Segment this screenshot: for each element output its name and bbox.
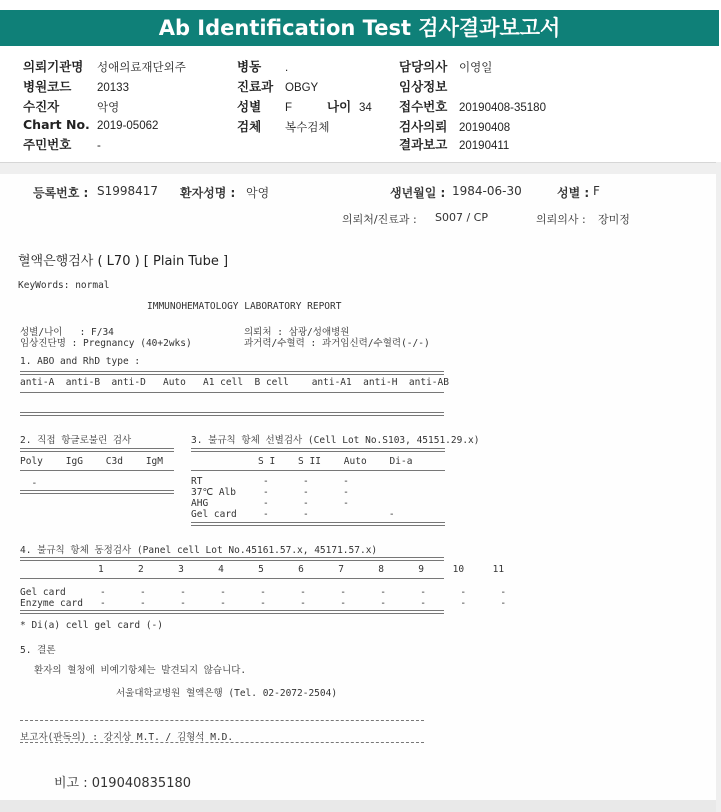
- hospital-code-value: 20133: [97, 82, 129, 94]
- dob-label: 생년월일 :: [390, 186, 446, 200]
- section-4-title: 4. 불규칙 항체 동정검사 (Panel cell Lot No.45161.57.x, 45171.57.x): [20, 545, 378, 556]
- receipt-no-row: 접수번호 20190408-35180: [399, 99, 546, 114]
- screen-row-label: Gel card: [191, 509, 237, 520]
- title-bar: [0, 0, 721, 46]
- req-dept-label: 의뢰처/진료과 :: [342, 213, 417, 226]
- patient-label: 환자성명 :: [180, 186, 236, 200]
- sex-age: 성별/나이 : F/34: [20, 327, 114, 338]
- divider: [191, 448, 445, 452]
- divider: [20, 578, 444, 579]
- req-doctor: 장미정: [598, 213, 630, 226]
- recipient-row: 수진자 악영: [23, 99, 120, 114]
- sex: F: [593, 184, 600, 198]
- institution-value: 성애의료재단외주: [97, 62, 186, 74]
- resident-no-row: 주민번호 -: [23, 137, 101, 152]
- request-row: 검사의뢰 20190408: [399, 119, 511, 134]
- receipt-no-value: 20190408-35180: [459, 102, 546, 114]
- section-3-title: 3. 불규칙 항체 선별검사 (Cell Lot No.S103, 45151.29.x): [191, 435, 480, 446]
- diagnosis: 임상진단명 : Pregnancy (40+2wks): [20, 338, 192, 349]
- requester: 의뢰처 : 삼광/성애병원: [244, 327, 350, 338]
- divider: [20, 742, 424, 743]
- specimen-row: 검체 복수검체: [237, 119, 330, 134]
- scrollbar-track[interactable]: [716, 162, 721, 812]
- req-dept: S007 / CP: [435, 211, 488, 224]
- divider: [20, 470, 174, 471]
- institution-row: 의뢰기관명 성애의료재단외주: [23, 59, 186, 74]
- keywords: KeyWords: normal: [18, 280, 110, 291]
- panel-row-values: - - - - - - - - - - -: [100, 587, 507, 598]
- sex-row: 성별 F 나이 34: [237, 99, 372, 114]
- section-1-title: 1. ABO and RhD type :: [20, 356, 141, 367]
- divider: [20, 392, 444, 393]
- divider: [20, 412, 444, 416]
- screen-row-values: - - -: [263, 498, 349, 509]
- dept-row: 진료과 OBGY: [237, 79, 319, 94]
- screen-row-label: RT: [191, 476, 203, 487]
- chart-no-row: Chart No. 2019-05062: [23, 117, 159, 132]
- abo-headers: anti-A anti-B anti-D Auto A1 cell B cell anti-A1 anti-H anti-AB: [20, 377, 449, 388]
- screen-row-values: - - -: [263, 476, 349, 487]
- sex-value: F: [285, 102, 293, 114]
- request-date-value: 20190408: [459, 122, 511, 134]
- section-5-title: 5. 결론: [20, 645, 56, 656]
- reporter: 보고자(판독의) : 강지상 M.T. / 김형석 M.D.: [20, 732, 234, 743]
- divider: [20, 720, 424, 721]
- reg-no: S1998417: [97, 184, 159, 198]
- report-date-value: 20190411: [459, 140, 510, 152]
- panel-row-values: - - - - - - - - - - -: [100, 598, 507, 609]
- report-row: 결과보고 20190411: [399, 137, 510, 152]
- req-doctor-label: 의뢰의사 :: [536, 213, 586, 226]
- remark: 비고 : 019040835180: [54, 776, 192, 791]
- doctor-row: 담당의사 이영일: [399, 59, 493, 74]
- age-value: 34: [359, 102, 372, 114]
- report-title: Ab Identification Test 검사결과보고서: [0, 10, 719, 46]
- patient-name: 악영: [246, 186, 270, 200]
- section-2-title: 2. 직접 항글로불린 검사: [20, 435, 132, 446]
- divider: [191, 470, 445, 471]
- screen-headers: S I S II Auto Di-a: [258, 456, 413, 467]
- history: 과거력/수혈력 : 과거임신력/수혈력(-/-): [244, 338, 430, 349]
- conclusion: 환자의 혈청에 비예기항체는 발견되지 않습니다.: [34, 665, 247, 676]
- hospital-code-row: 병원코드 20133: [23, 79, 129, 94]
- ward-value: .: [285, 62, 289, 74]
- divider: [20, 371, 444, 375]
- screen-row-values: - - -: [263, 509, 395, 520]
- clinical-info-row: 임상정보: [399, 79, 448, 94]
- screen-row-label: 37℃ Alb: [191, 487, 236, 498]
- chart-no-value: 2019-05062: [97, 120, 159, 132]
- doctor-value: 이영일: [459, 62, 493, 74]
- dat-result: -: [20, 478, 38, 489]
- screen-row-values: - - -: [263, 487, 349, 498]
- dept-value: OBGY: [285, 82, 319, 94]
- lab-contact: 서울대학교병원 혈액은행 (Tel. 02-2072-2504): [116, 688, 338, 699]
- panel-row-label: Gel card: [20, 587, 66, 598]
- bottom-bar: [0, 800, 716, 812]
- panel-headers: 1 2 3 4 5 6 7 8 9 10 11: [98, 564, 505, 575]
- resident-no-value: -: [97, 140, 101, 152]
- divider: [20, 610, 444, 614]
- divider: [20, 448, 174, 452]
- sex-label: 성별 :: [557, 186, 590, 200]
- lab-report-title: IMMUNOHEMATOLOGY LABORATORY REPORT: [147, 301, 342, 312]
- recipient-value: 악영: [97, 102, 120, 114]
- panel-row-label: Enzyme card: [20, 598, 83, 609]
- ward-row: 병동 .: [237, 59, 289, 74]
- dia-note: * Di(a) cell gel card (-): [20, 620, 163, 631]
- dat-headers: Poly IgG C3d IgM: [20, 456, 163, 467]
- divider: [20, 557, 444, 561]
- dob: 1984-06-30: [452, 184, 522, 198]
- test-title: 혈액은행검사 ( L70 ) [ Plain Tube ]: [18, 254, 229, 269]
- reg-label: 등록번호 :: [33, 186, 89, 200]
- specimen-value: 복수검체: [285, 122, 330, 134]
- screen-row-label: AHG: [191, 498, 209, 509]
- scanned-report: [0, 174, 716, 812]
- divider: [191, 522, 445, 526]
- divider: [20, 490, 174, 494]
